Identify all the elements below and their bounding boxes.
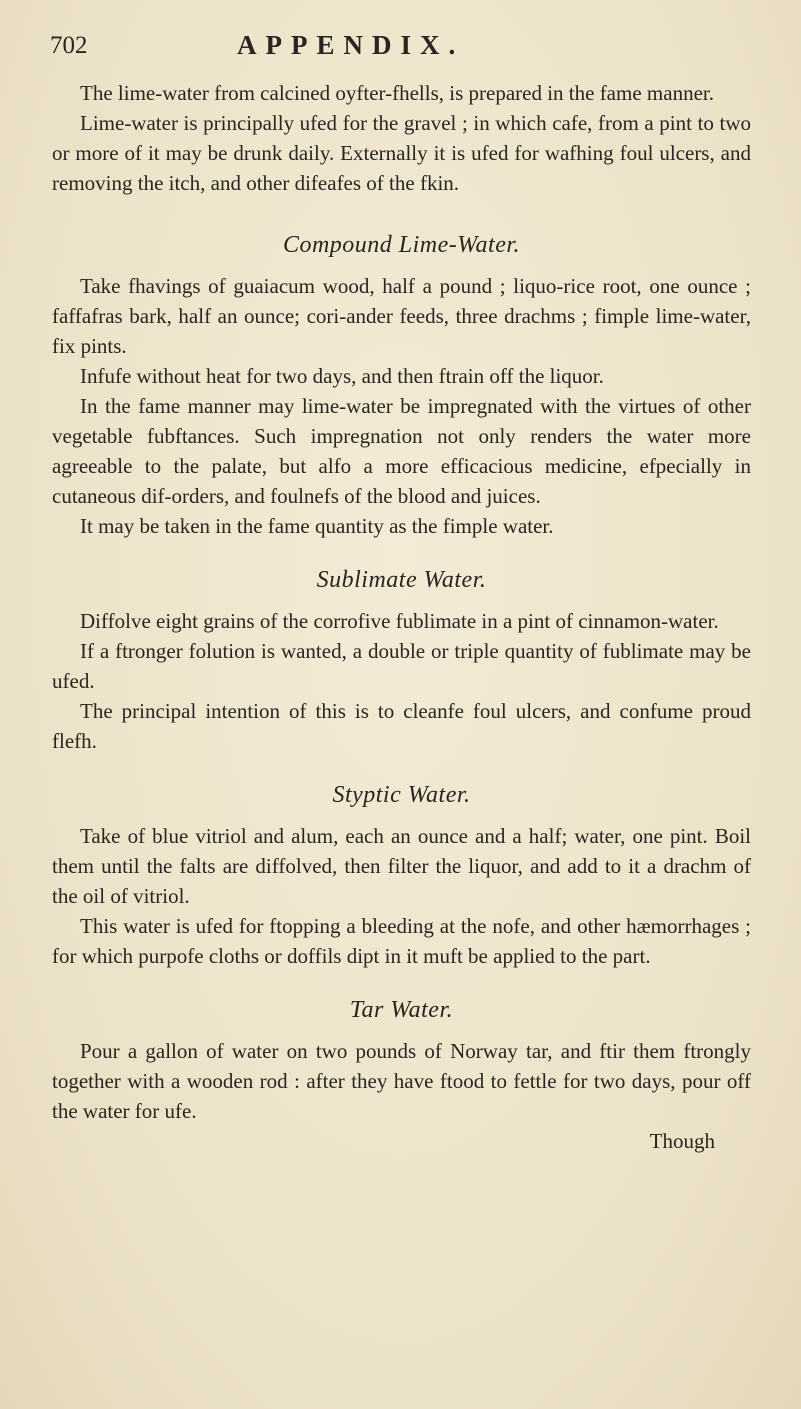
section-heading: Sublimate Water. [316, 567, 487, 593]
page-header [50, 24, 751, 64]
paragraph: Take fhavings of guaiacum wood, half a pound ; liquo-rice root, one ounce ; faffafras bark, half an ounce; cori-ander feeds, three drachms ; fimple lime-water, fix pints. [52, 274, 751, 358]
paragraph: Infufe without heat for two days, and then ftrain off the liquor. [80, 364, 604, 388]
paragraph: The lime-water from calcined oyfter-fhells, is prepared in the fame manner. [80, 81, 714, 105]
paragraph: Pour a gallon of water on two pounds of Norway tar, and ftir them ftrongly together with a wooden rod : after they have ftood to fettle for two days, pour off the water for ufe. [52, 1039, 751, 1123]
paragraph: Diffolve eight grains of the corrofive fublimate in a pint of cinnamon-water. [80, 609, 719, 633]
page-number: 702 [50, 32, 88, 59]
paragraph: If a ftronger folution is wanted, a double or triple quantity of fublimate may be ufed. [52, 639, 751, 693]
running-head: APPENDIX. [237, 30, 465, 60]
section-heading: Styptic Water. [332, 782, 471, 808]
catchword: Though [649, 1129, 715, 1153]
paragraph: Take of blue vitriol and alum, each an ounce and a half; water, one pint. Boil them until the falts are diffolved, then filter the liquor, and add to it a drachm of the oil of vitriol. [52, 824, 751, 908]
section-heading: Tar Water. [349, 997, 454, 1023]
section-heading: Compound Lime-Water. [282, 232, 521, 258]
paragraph: It may be taken in the fame quantity as the fimple water. [80, 514, 554, 538]
paragraph: Lime-water is principally ufed for the gravel ; in which cafe, from a pint to two or more of it may be drunk daily. Externally it is ufed for wafhing foul ulcers, and removing the itch, and other difeafes of the fkin. [52, 111, 751, 195]
paragraph: The principal intention of this is to cleanfe foul ulcers, and confume proud flefh. [52, 699, 751, 753]
paragraph: This water is ufed for ftopping a bleeding at the nofe, and other hæmorrhages ; for which purpofe cloths or doffils dipt in it muft be applied to the part. [52, 914, 751, 968]
paragraph: In the fame manner may lime-water be impregnated with the virtues of other vegetable fubftances. Such impregnation not only renders the water more agreeable to the palate, but alfo a more efficacious medicine, efpecially in cutaneous dif-orders, and foulnefs of the blood and juices. [52, 394, 751, 508]
